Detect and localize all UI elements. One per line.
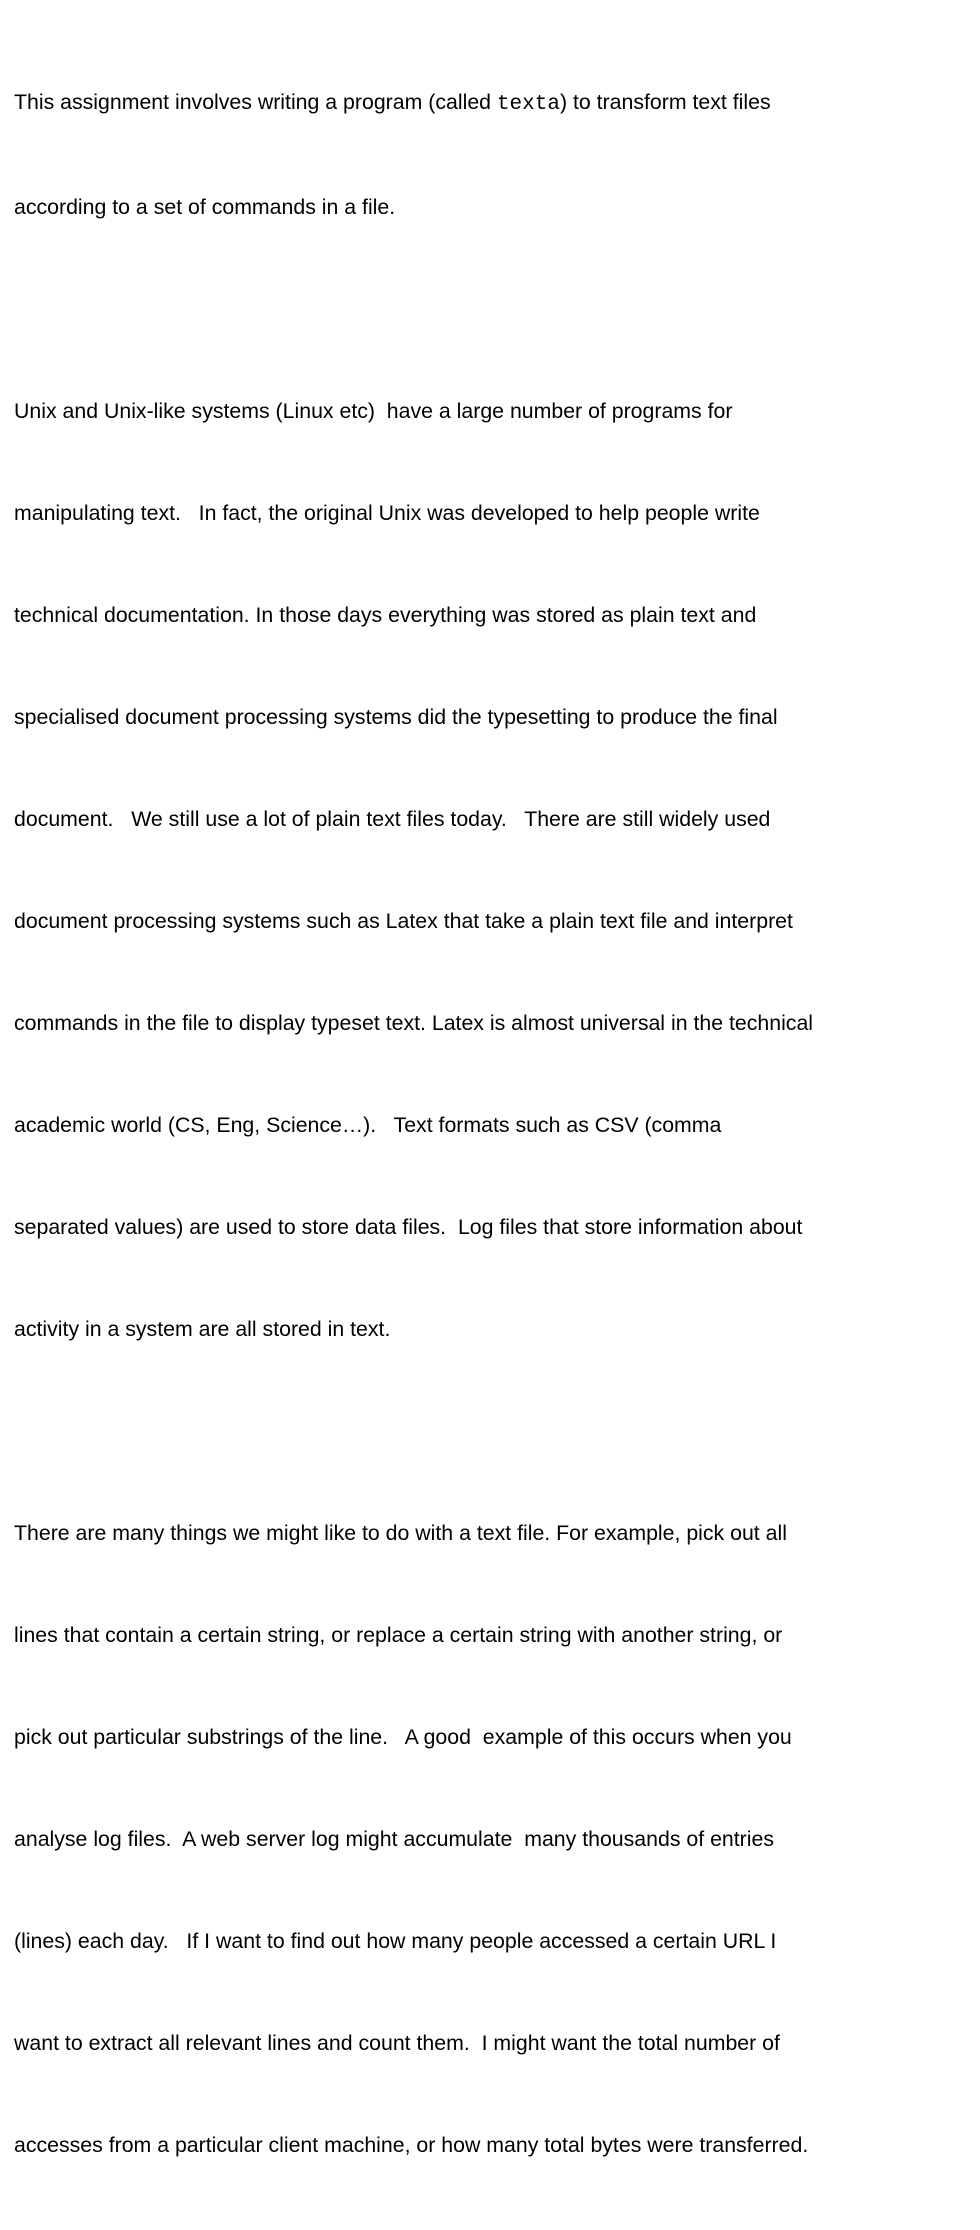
paragraph-line: pick out particular substrings of the line. A good example of this occurs when you [14,1725,792,1749]
paragraph-line [14,85,980,122]
inline-code-program-name: texta [496,93,560,116]
inline-text: ) to transform text files [559,90,771,114]
paragraph-line: There are many things we might like to do with a text file. For example, pick out all [14,1521,787,1545]
paragraph-line: (lines) each day. If I want to find out how many people accessed a certain URL I [14,1929,777,1953]
paragraph-line: Unix and Unix-like systems (Linux etc) have a large number of programs for [14,399,733,423]
paragraph-line: lines that contain a certain string, or replace a certain string with another string, or [14,1623,783,1647]
paragraph-line: analyse log files. A web server log might accumulate many thousands of entries [14,1827,774,1851]
paragraph-line: academic world (CS, Eng, Science…). Text formats such as CSV (comma [14,1113,722,1137]
paragraph-line: separated values) are used to store data files. Log files that store information about [14,1215,803,1239]
paragraph-text-tasks [14,1448,980,2230]
paragraph-line: document processing systems such as Latex that take a plain text file and interpret [14,909,793,933]
paragraph-line: according to a set of commands in a file. [14,195,396,219]
paragraph-unix-text [14,326,980,1414]
paragraph-line: document. We still use a lot of plain text files today. There are still widely used [14,807,771,831]
paragraph-line: specialised document processing systems did the typesetting to produce the final [14,705,778,729]
paragraph-line: activity in a system are all stored in text. [14,1317,391,1341]
paragraph-intro [14,17,980,292]
paragraph-line: accesses from a particular client machine, or how many total bytes were transferred. [14,2133,809,2157]
paragraph-line: commands in the file to display typeset text. Latex is almost universal in the technical [14,1011,814,1035]
paragraph-line: want to extract all relevant lines and count them. I might want the total number of [14,2031,780,2055]
inline-text: This assignment involves writing a program (called [14,90,497,114]
paragraph-line: technical documentation. In those days everything was stored as plain text and [14,603,757,627]
paragraph-line: manipulating text. In fact, the original Unix was developed to help people write [14,501,760,525]
